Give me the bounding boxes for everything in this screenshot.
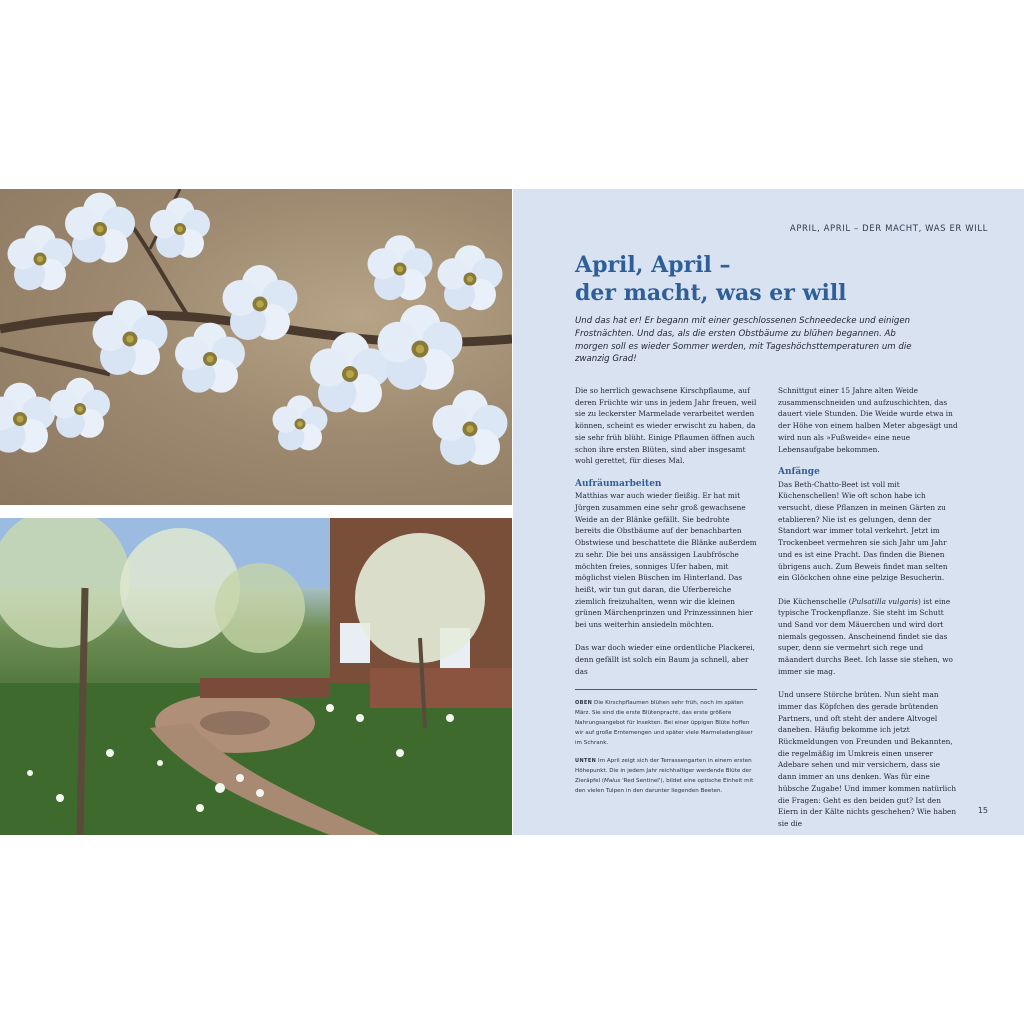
book-spread xyxy=(0,189,1024,835)
paragraph: Schnittgut einer 15 Jahre alten Weide zusammenschneiden und aufzuschichten, das dauert viele Stunden. Die Weide wurde etwa in der Höhe von einem halben Meter abgesägt und wird nun als »Fußweide« eine neue Lebensaufgabe bekommen. xyxy=(778,386,958,454)
paragraph: Das war doch wieder eine ordentliche Plackerei, denn gefällt ist solch ein Baum ja schnell, aber das xyxy=(575,643,755,676)
caption-text: Die Kirschpflaumen blühen sehr früh, noch im späten März. Sie sind die erste Blütenpracht, das erste größere Nahrungsangebot für Insekten. Bei einer üppigen Blüte hoffen wir auf große Erntemengen und später viele Marmeladengläser im Schrank. xyxy=(575,700,753,747)
text-column-1 xyxy=(575,385,757,804)
chapter-title-line-1: April, April – xyxy=(575,252,731,278)
subheading: Aufräumarbeiten xyxy=(575,478,662,489)
text-page xyxy=(513,189,1024,835)
latin-name: Pulsatilla vulgaris xyxy=(851,596,919,606)
text-column-2 xyxy=(778,385,960,841)
page-number: 15 xyxy=(977,806,988,815)
paragraph-text: ) ist eine typische Trockenpflanze. Sie steht im Schutt und Sand vor dem Mäuerchen und wird dort niemals gegossen. Anscheinend findet sie das super, denn sie vermehrt sich rege und mäandert durchs Beet. Ich lasse sie stehen, wo immer sie mag. xyxy=(778,596,953,676)
subheading: Anfänge xyxy=(778,466,820,477)
blossom-illustration xyxy=(0,189,512,505)
garden-illustration xyxy=(0,518,512,835)
caption-tag: UNTEN xyxy=(575,758,597,765)
paragraph: Und unsere Störche brüten. Nun sieht man immer das Köpfchen des gerade brütenden Partners, und oft steht der andere Altvogel daneben. Häufig bekomme ich jetzt Rückmeldungen von Freunden und Bekannten, die regelmäßig im Umkreis einen unserer Adebare sehen und mir versichern, dass sie dann immer an uns denken. Was für eine hübsche Zugabe! Und immer kommen natürlich die Fragen: Geht es den beiden gut? Ist den Eiern in der Kälte nichts geschehen? Wie haben sie die xyxy=(778,690,957,828)
running-head: APRIL, APRIL – DER MACHT, WAS ER WILL xyxy=(789,224,988,234)
caption-latin-name: Malus xyxy=(604,778,621,785)
paragraph: Matthias war auch wieder fleißig. Er hat mit Jürgen zusammen eine sehr groß gewachsene Weide an der Blänke gefällt. Sie bedrohte bereits die Obstbäume auf der benachbarten Obstwiese und beschattete die Blänke außerdem zu sehr. Die bei uns ansässigen Laubfrösche möchten freies, sonniges Ufer haben, mit möglichst vielen Büschen im Hinterland. Das heißt, wir tun gut daran, die Uferbereiche ziemlich freizuhalten, wenn wir die kleinen grünen Märchenprinzen und Prinzessinnen hier bei uns weiterhin ansiedeln möchten. xyxy=(575,491,757,630)
caption-text: Im April zeigt sich der Terrassengarten in einem ersten Höhepunkt. Die in jedem Jahr reichhaltiger werdende Blüte der Zieräpfel ( xyxy=(575,758,752,785)
caption-top-photo xyxy=(575,698,757,748)
paragraph: Das Beth-Chatto-Beet ist voll mit Küchenschellen! Wie oft schon habe ich versucht, diese Pflanzen in meinen Gärten zu etablieren? Nie ist es gelungen, denn der Standort war immer total verkehrt. Jetzt im Trockenbeet vermehren sie sich Jahr um Jahr und es ist eine Pracht. Das finden die Bienen übrigens auch. Zum Beweis findet man selten ein Glöckchen ohne eine pelzige Besucherin. xyxy=(778,479,948,583)
photo-plum-blossoms xyxy=(0,189,512,505)
photo-terrace-garden xyxy=(0,518,512,835)
lead-paragraph: Und das hat er! Er begann mit einer geschlossenen Schneedecke und einigen Frostnächten. Und das, als die ersten Obstbäume zu blühen begannen. Ab morgen soll es wieder Sommer werden, mit Tageshöchsttemperaturen um die zwanzig Grad! xyxy=(575,316,912,365)
chapter-title xyxy=(575,251,975,307)
paragraph: Die so herrlich gewachsene Kirschpflaume, auf deren Früchte wir uns in jedem Jahr freuen, weil sie zu leckerster Marmelade verarbeitet werden können, scheint es wieder erwischt zu haben, da sie sehr früh blüht. Einige Pflaumen öffnen auch schon ihre ersten Blüten, sind aber insgesamt wohl gerettet, für dieses Mal. xyxy=(575,386,757,466)
caption-tag: OBEN xyxy=(575,700,593,707)
caption-bottom-photo xyxy=(575,756,757,796)
paragraph xyxy=(778,596,960,678)
caption-divider xyxy=(575,689,757,690)
caption-text: 'Red Sentinel'), bildet eine optische Einheit mit den vielen Tulpen in den darunter liegenden Beeten. xyxy=(575,778,754,795)
paragraph-text: Die Küchenschelle ( xyxy=(778,596,852,606)
chapter-title-line-2: der macht, was er will xyxy=(575,280,847,306)
